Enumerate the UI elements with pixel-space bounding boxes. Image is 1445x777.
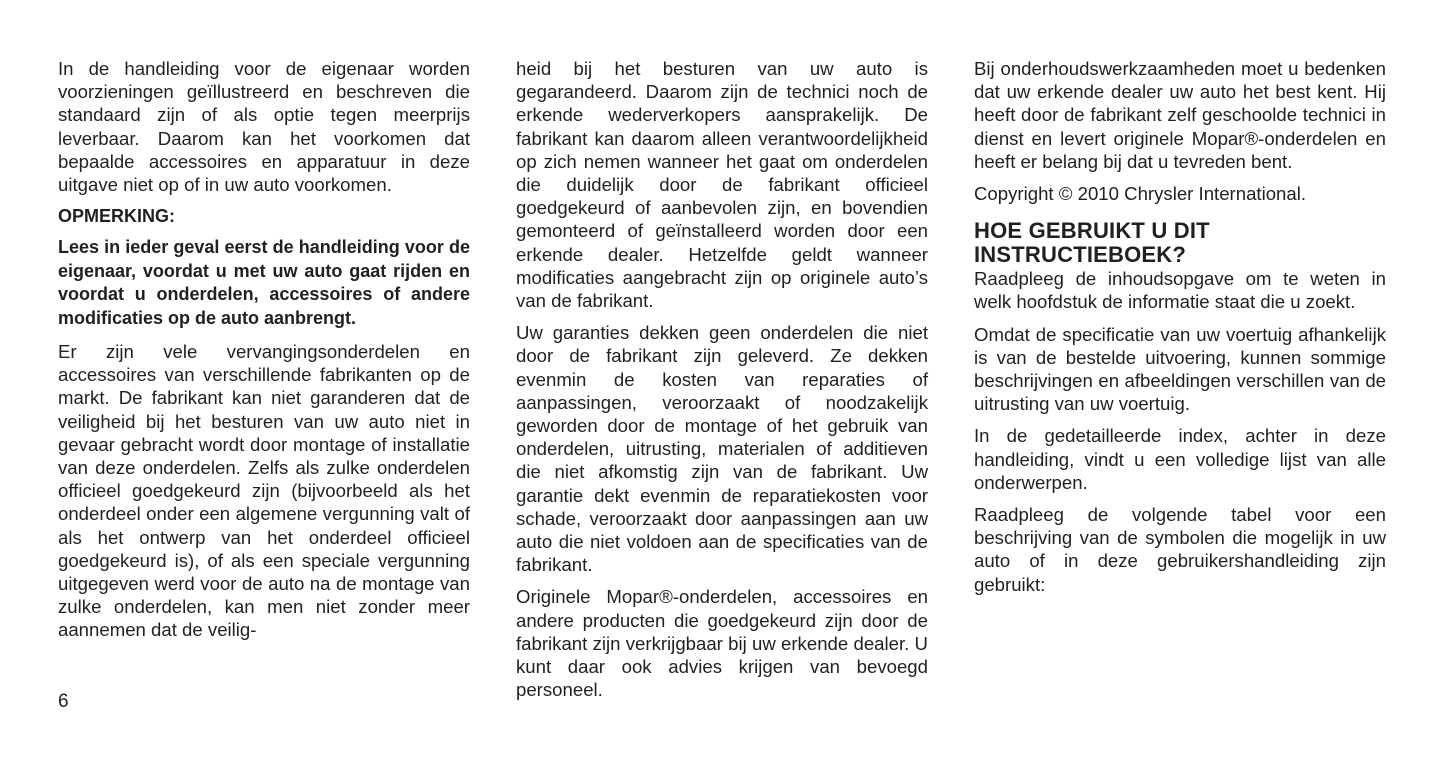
intro-paragraph: In de handleiding voor de eigenaar worden voorzieningen geïllustreerd en beschreven die standaard zijn of als optie tegen meerprijs leverbaar. Daarom kan het voorkomen dat bepaalde accessoires en apparatuur in deze uitgave niet op of in uw auto voorkomen. bbox=[58, 58, 470, 196]
column-left bbox=[58, 57, 470, 651]
specification-paragraph: Omdat de specificatie van uw voertuig afhankelijk is van de bestelde uitvoering, kunnen sommige beschrijvingen en afbeeldingen verschillen van de uitrusting van uw voertuig. bbox=[974, 323, 1386, 415]
section-title bbox=[974, 219, 1386, 267]
symbols-paragraph: Raadpleeg de volgende tabel voor een beschrijving van de symbolen die mogelijk in uw auto of in deze gebruikershandleiding zijn gebruikt: bbox=[974, 504, 1386, 595]
page-number: 6 bbox=[58, 691, 69, 712]
accessories-paragraph: Er zijn vele vervangingsonderdelen en accessoires van verschillende fabrikanten op de markt. De fabrikant kan niet garanderen dat de veiligheid bij het besturen van uw auto niet in gevaar gebracht wordt door montage of installatie van deze onderdelen. Zelfs als zulke onderdelen officieel goedgekeurd zijn (bijvoorbeeld als het onderdeel onder een algemene vergunning valt of als het ontwerp van het onderdeel officieel goedgekeurd is), of als een speciale vergunning uitgegeven werd voor de auto na de montage van zulke onderdelen, kan men niet zonder meer aannemen dat de veilig- bbox=[58, 341, 470, 641]
note-text: Lees in ieder geval eerst de handleiding voor de eigenaar, voordat u met uw auto gaat rijden en voordat u onderdelen, accessoires of andere modificaties op de auto aanbrengt. bbox=[58, 237, 470, 328]
column-right bbox=[974, 57, 1386, 605]
column-middle bbox=[516, 57, 928, 710]
section-title-line-1: HOE GEBRUIKT U DIT bbox=[974, 218, 1210, 244]
toc-paragraph: Raadpleeg de inhoudsopgave om te weten in welk hoofdstuk de informatie staat die u zoekt. bbox=[974, 268, 1386, 313]
maintenance-paragraph: Bij onderhoudswerkzaamheden moet u bedenken dat uw erkende dealer uw auto het best kent. Hij heeft door de fabrikant zelf geschoolde technici in dienst en levert originele Mopar®-onderdelen en heeft er belang bij dat u tevreden bent. bbox=[974, 58, 1386, 172]
index-paragraph: In de gedetailleerde index, achter in deze handleiding, vindt u een volledige lijst van alle onderwerpen. bbox=[974, 425, 1386, 493]
note-heading: OPMERKING: bbox=[58, 206, 175, 227]
copyright-line: Copyright © 2010 Chrysler International. bbox=[974, 183, 1307, 205]
warranty-paragraph: Uw garanties dekken geen onderdelen die niet door de fabrikant zijn geleverd. Ze dekken evenmin de kosten van reparaties of aanpassingen, veroorzaakt of noodzakelijk geworden door de montage of het gebruik van onderdelen, uitrusting, materialen of additieven die niet afkomstig zijn van de fabrikant. Uw garantie dekt evenmin de reparatiekosten voor schade, veroorzaakt door aanpassingen aan uw auto die niet voldoen aan de specificaties van de fabrikant. bbox=[516, 322, 928, 576]
mopar-paragraph: Originele Mopar®-onderdelen, accessoires en andere producten die goedgekeurd zijn door de fabrikant zijn verkrijgbaar bij uw erkende dealer. U kunt daar ook advies krijgen van bevoegd personeel. bbox=[516, 586, 928, 701]
liability-paragraph: heid bij het besturen van uw auto is gegarandeerd. Daarom zijn de technici noch de erkende wederverkopers aansprakelijk. De fabrikant kan daarom alleen verantwoordelijkheid op zich nemen wanneer het gaat om onderdelen die duidelijk door de fabrikant officieel goedgekeurd of aanbevolen zijn, en bovendien gemonteerd of geïnstalleerd worden door een erkende dealer. Hetzelfde geldt wanneer modificaties aangebracht zijn op originele auto’s van de fabrikant. bbox=[516, 58, 928, 312]
section-title-line-2: INSTRUCTIEBOEK? bbox=[974, 242, 1186, 268]
